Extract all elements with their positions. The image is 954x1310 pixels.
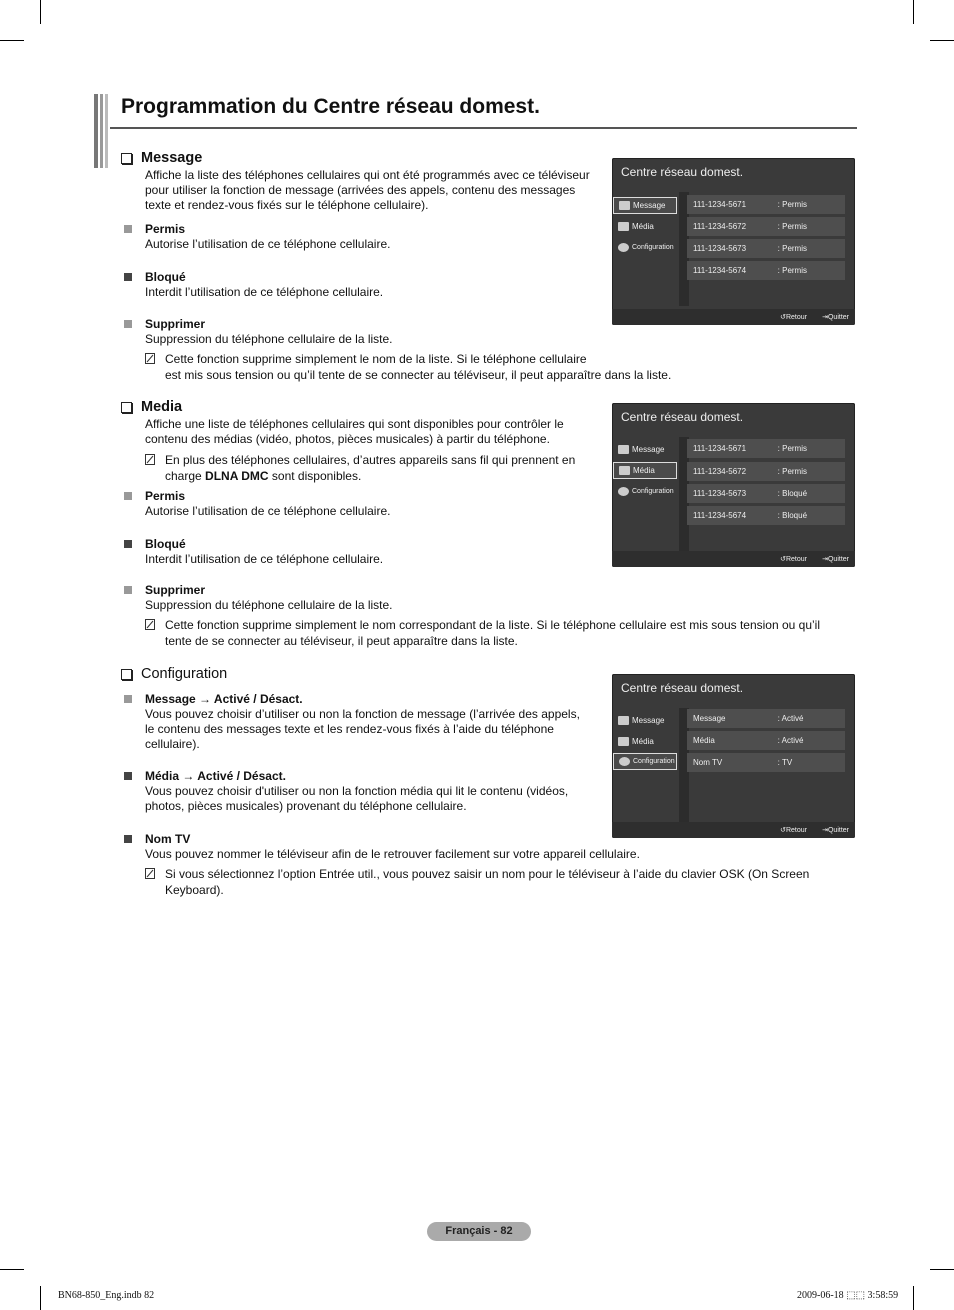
title-rule [110, 127, 857, 129]
list-item[interactable] [687, 731, 845, 750]
intro-line: texte et rendez-vous fixés sur le téléphone cellulaire). [145, 198, 429, 212]
phone-number: 111-1234-5672 [693, 467, 747, 476]
square-bullet-icon [124, 225, 132, 233]
item-label: Permis [145, 489, 186, 503]
square-bullet-icon [124, 586, 132, 594]
intro-line: Affiche la liste des téléphones cellulaires qui ont été programmés avec ce téléviseur [145, 168, 590, 182]
return-label: Retour [785, 827, 807, 834]
section-title: Configuration [141, 666, 228, 682]
intro-line: contenu des médias (vidéo, photos, pièces musicales) à partir du téléphone. [145, 432, 550, 446]
section-heading-message [121, 150, 202, 166]
desc-line: Vous pouvez nommer le téléviseur afin de le retrouver facilement sur votre appareil cellulaire. [145, 847, 640, 861]
square-bullet-icon [124, 835, 132, 843]
phone-number: 111-1234-5674 [693, 266, 747, 275]
note-line: Keyboard). [165, 882, 224, 897]
phone-status: : Permis [777, 467, 807, 476]
message-intro [145, 168, 590, 213]
setting-name: Nom TV [693, 758, 723, 767]
exit-button[interactable]: ⇥Quitter [822, 556, 849, 563]
desc-line: Vous pouvez choisir d'utiliser ou non la fonction média qui lit le contenu (vidéos, [145, 784, 569, 798]
item-label: Message → Activé / Désact. [145, 692, 303, 706]
menu-item-message[interactable] [613, 441, 677, 458]
gear-icon [619, 757, 630, 766]
setting-value: : Activé [777, 714, 804, 723]
note-line [165, 469, 575, 485]
crop-mark [40, 0, 41, 24]
phone-status: : Permis [777, 444, 807, 453]
print-info-right: 2009-06-18 ⬚⬚ 3:58:59 [797, 1290, 899, 1301]
item-desc: Interdit l’utilisation de ce téléphone cellulaire. [145, 285, 384, 299]
phone-status: : Permis [777, 266, 807, 275]
phone-number: 111-1234-5671 [693, 444, 747, 453]
menu-item-message[interactable] [613, 197, 677, 214]
list-item[interactable] [687, 217, 845, 236]
item-label: Média → Activé / Désact. [145, 769, 286, 783]
menu-label: Média [632, 222, 654, 231]
note-line: Cette fonction supprime simplement le nom de la liste. Si le téléphone cellulaire [165, 352, 587, 366]
list-item[interactable] [687, 506, 845, 525]
crop-mark [40, 1286, 41, 1310]
crop-mark [913, 1286, 914, 1310]
item-label: Bloqué [145, 270, 186, 284]
list-item[interactable] [687, 439, 845, 458]
phone-number: 111-1234-5673 [693, 244, 747, 253]
square-bullet-icon [124, 320, 132, 328]
title-decoration [94, 94, 108, 168]
list-item[interactable] [687, 484, 845, 503]
phone-number: 111-1234-5672 [693, 222, 747, 231]
item-label: Permis [145, 222, 186, 236]
exit-button[interactable]: ⇥Quitter [822, 314, 849, 321]
item-label: Bloqué [145, 537, 186, 551]
exit-label: Quitter [827, 314, 849, 321]
note-line: Si vous sélectionnez l’option Entrée util., vous pouvez saisir un nom pour le téléviseur à l’aide du clavier OSK (On Screen [165, 867, 810, 881]
menu-label: Configuration [632, 244, 674, 251]
print-info-left: BN68-850_Eng.indb 82 [58, 1290, 155, 1301]
screen-header: Centre réseau domest. [621, 165, 744, 179]
menu-label: Configuration [632, 488, 674, 495]
phone-number: 111-1234-5673 [693, 489, 747, 498]
gear-icon [618, 243, 629, 252]
tv-screen-media [612, 403, 855, 567]
return-label: Retour [785, 314, 807, 321]
desc-line: le contenu des messages texte et les rendez-vous fixés à l’aide du téléphone [145, 722, 554, 736]
desc-line: cellulaire). [145, 737, 200, 751]
menu-item-media[interactable] [613, 462, 677, 479]
menu-label: Média [632, 737, 654, 746]
screen-footer [612, 551, 855, 567]
phone-number: 111-1234-5674 [693, 511, 747, 520]
menu-label: Média [633, 466, 655, 475]
menu-item-message[interactable] [613, 712, 677, 729]
list-item[interactable] [687, 195, 845, 214]
crop-mark [0, 1269, 24, 1270]
item-desc: Autorise l’utilisation de ce téléphone cellulaire. [145, 237, 391, 251]
section-heading-configuration [121, 666, 227, 682]
menu-item-configuration[interactable] [613, 753, 677, 770]
phone-status: : Bloqué [777, 511, 808, 520]
note-line: En plus des téléphones cellulaires, d’autres appareils sans fil qui prennent en [165, 453, 576, 467]
list-item[interactable] [687, 239, 845, 258]
list-item[interactable] [687, 709, 845, 728]
square-bullet-icon [124, 492, 132, 500]
menu-item-media[interactable] [613, 218, 677, 235]
list-item[interactable] [687, 462, 845, 481]
item-desc [145, 707, 580, 752]
intro-line: pour utiliser la fonction de message (arrivées des appels, contenu des messages [145, 183, 576, 197]
section-title: Message [141, 150, 203, 166]
exit-button[interactable]: ⇥Quitter [822, 827, 849, 834]
phone-number: 111-1234-5671 [693, 200, 747, 209]
item-label: Nom TV [145, 832, 191, 846]
item-label: Supprimer [145, 583, 206, 597]
item-desc: Interdit l’utilisation de ce téléphone cellulaire. [145, 552, 384, 566]
note-bold: DLNA DMC [205, 468, 269, 483]
menu-item-configuration[interactable] [613, 483, 677, 500]
setting-value: : Activé [777, 736, 804, 745]
crop-mark [0, 40, 24, 41]
tv-screen-configuration [612, 674, 855, 838]
menu-label: Message [632, 445, 665, 454]
item-desc [145, 847, 640, 862]
crop-mark [930, 1269, 954, 1270]
note-line: tente de se connecter au téléviseur, il peut apparaître dans la liste. [165, 633, 518, 648]
screen-header: Centre réseau domest. [621, 410, 744, 424]
page-title: Programmation du Centre réseau domest. [121, 95, 540, 118]
note-icon [145, 619, 155, 630]
list-item[interactable] [687, 261, 845, 280]
note-icon [145, 353, 155, 364]
menu-item-configuration[interactable] [613, 239, 677, 256]
phone-status: : Bloqué [777, 489, 808, 498]
media-icon [618, 737, 629, 746]
checkbox-bullet-icon [121, 669, 132, 680]
screen-footer [612, 822, 855, 838]
envelope-icon [619, 201, 630, 210]
return-button[interactable]: ↺Retour [780, 556, 807, 563]
menu-label: Message [633, 201, 666, 210]
checkbox-bullet-icon [121, 153, 132, 164]
return-button[interactable]: ↺Retour [780, 314, 807, 321]
desc-line: photos, pièces musicales) provenant du téléphone cellulaire. [145, 799, 467, 813]
note-icon [145, 454, 155, 465]
gear-icon [618, 487, 629, 496]
envelope-icon [618, 716, 629, 725]
envelope-icon [618, 445, 629, 454]
phone-status: : Permis [777, 244, 807, 253]
item-desc [145, 784, 568, 814]
item-desc: Autorise l’utilisation de ce téléphone cellulaire. [145, 504, 391, 518]
media-icon [618, 222, 629, 231]
item-desc: Suppression du téléphone cellulaire de la liste. [145, 598, 393, 612]
crop-mark [930, 40, 954, 41]
desc-line: Vous pouvez choisir d’utiliser ou non la fonction de message (l’arrivée des appels, [145, 707, 580, 721]
note-text: charge [165, 468, 206, 483]
list-item[interactable] [687, 753, 845, 772]
setting-value: : TV [777, 758, 793, 767]
checkbox-bullet-icon [121, 402, 132, 413]
exit-label: Quitter [827, 556, 849, 563]
square-bullet-icon [124, 695, 132, 703]
tv-screen-message [612, 158, 855, 325]
return-label: Retour [785, 556, 807, 563]
setting-name: Média [693, 736, 715, 745]
square-bullet-icon [124, 772, 132, 780]
menu-label: Message [632, 716, 665, 725]
note-line: est mis sous tension ou qu’il tente de se connecter au téléviseur, il peut apparaître dans la liste. [165, 367, 672, 382]
menu-label: Configuration [633, 758, 675, 765]
media-intro [145, 417, 564, 447]
item-label: Supprimer [145, 317, 206, 331]
crop-mark [913, 0, 914, 24]
note-line: Cette fonction supprime simplement le nom correspondant de la liste. Si le téléphone cellulaire est mis sous tension ou qu’il [165, 618, 821, 632]
square-bullet-icon [124, 540, 132, 548]
return-button[interactable]: ↺Retour [780, 827, 807, 834]
phone-status: : Permis [777, 200, 807, 209]
exit-label: Quitter [827, 827, 849, 834]
screen-header: Centre réseau domest. [621, 681, 744, 695]
phone-status: : Permis [777, 222, 807, 231]
note-icon [145, 868, 155, 879]
menu-item-media[interactable] [613, 733, 677, 750]
media-icon [619, 466, 630, 475]
section-title: Media [141, 399, 183, 415]
note-text: sont disponibles. [268, 468, 362, 483]
screen-footer [612, 309, 855, 325]
item-desc: Suppression du téléphone cellulaire de la liste. [145, 332, 393, 346]
square-bullet-icon [124, 273, 132, 281]
page-number-badge: Français - 82 [427, 1222, 531, 1241]
section-heading-media [121, 399, 182, 415]
setting-name: Message [693, 714, 726, 723]
intro-line: Affiche une liste de téléphones cellulaires qui sont disponibles pour contrôler le [145, 417, 564, 431]
